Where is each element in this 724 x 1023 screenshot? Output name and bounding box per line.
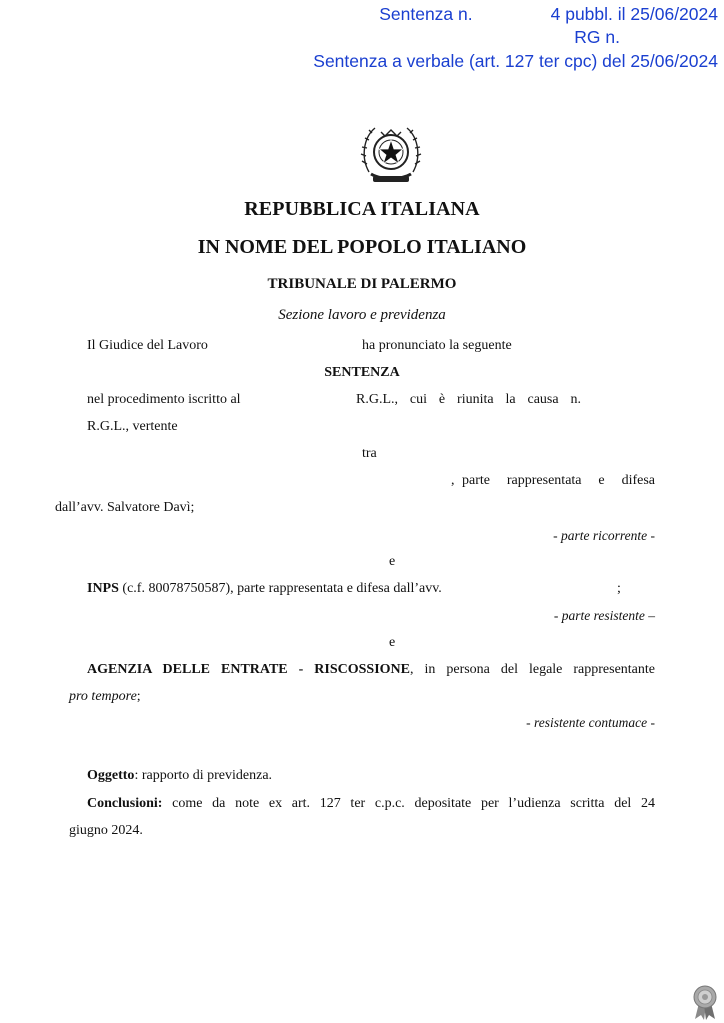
- judge-pronounced: ha pronunciato la seguente: [362, 338, 512, 353]
- conjunction-e-1: e: [389, 554, 396, 569]
- header-rg-line: RG n.: [574, 27, 620, 47]
- republic-title: REPUBBLICA ITALIANA: [244, 198, 480, 220]
- inps-name: INPS: [87, 581, 119, 596]
- italian-republic-emblem-icon: [359, 118, 423, 188]
- agenzia-details: , in persona del legale rappresentante: [410, 662, 656, 677]
- pro-tempore: pro tempore: [69, 689, 137, 704]
- sentenza-title: SENTENZA: [324, 365, 400, 380]
- header-sentenza-label: Sentenza n.: [379, 4, 473, 24]
- people-title: IN NOME DEL POPOLO ITALIANO: [197, 236, 527, 258]
- judge-label: Il Giudice del Lavoro: [87, 338, 208, 353]
- header-sentenza-line: [379, 3, 718, 25]
- procedure-label: nel procedimento iscritto al: [87, 392, 241, 407]
- header-published-date: 4 pubbl. il 25/06/2024: [550, 4, 718, 24]
- role-resistente: - parte resistente –: [553, 608, 655, 623]
- role-ricorrente: - parte ricorrente -: [553, 528, 655, 543]
- conclusioni-line: [87, 795, 655, 813]
- pro-tempore-end: ;: [136, 689, 141, 704]
- agenzia-name: AGENZIA DELLE ENTRATE - RISCOSSIONE: [87, 662, 410, 677]
- header-verbale-line: Sentenza a verbale (art. 127 ter cpc) del 25/06/2024: [313, 51, 718, 71]
- agenzia-line: [87, 661, 655, 679]
- inps-semicolon: ;: [617, 581, 621, 596]
- inps-details: (c.f. 80078750587), parte rappresentata e difesa dall’avv.: [122, 581, 442, 596]
- party-representation: parte rappresentata e difesa: [462, 473, 655, 488]
- oggetto-line: [87, 767, 272, 785]
- conjunction-e-2: e: [389, 635, 396, 650]
- tra-word: tra: [362, 446, 377, 461]
- conclusioni-end: giugno 2024.: [69, 823, 143, 838]
- lawyer-davi: dall’avv. Salvatore Davì;: [55, 500, 195, 515]
- oggetto-label: Oggetto: [87, 768, 135, 783]
- conclusioni-label: Conclusioni:: [87, 796, 163, 811]
- oggetto-text: : rapporto di previdenza.: [134, 768, 273, 783]
- court-title: TRIBUNALE DI PALERMO: [267, 276, 457, 292]
- certification-seal-icon: [690, 985, 720, 1021]
- party-comma: ,: [451, 473, 455, 488]
- inps-line: [87, 580, 442, 598]
- pro-tempore-line: [69, 688, 141, 706]
- role-contumace: - resistente contumace -: [526, 715, 655, 730]
- conclusioni-text: come da note ex art. 127 ter c.p.c. depositate per l’udienza scritta del 24: [162, 796, 655, 811]
- procedure-rgl: R.G.L., cui è riunita la causa n.: [356, 392, 581, 407]
- section-title: Sezione lavoro e previdenza: [278, 307, 446, 323]
- vertente-line: R.G.L., vertente: [87, 419, 178, 434]
